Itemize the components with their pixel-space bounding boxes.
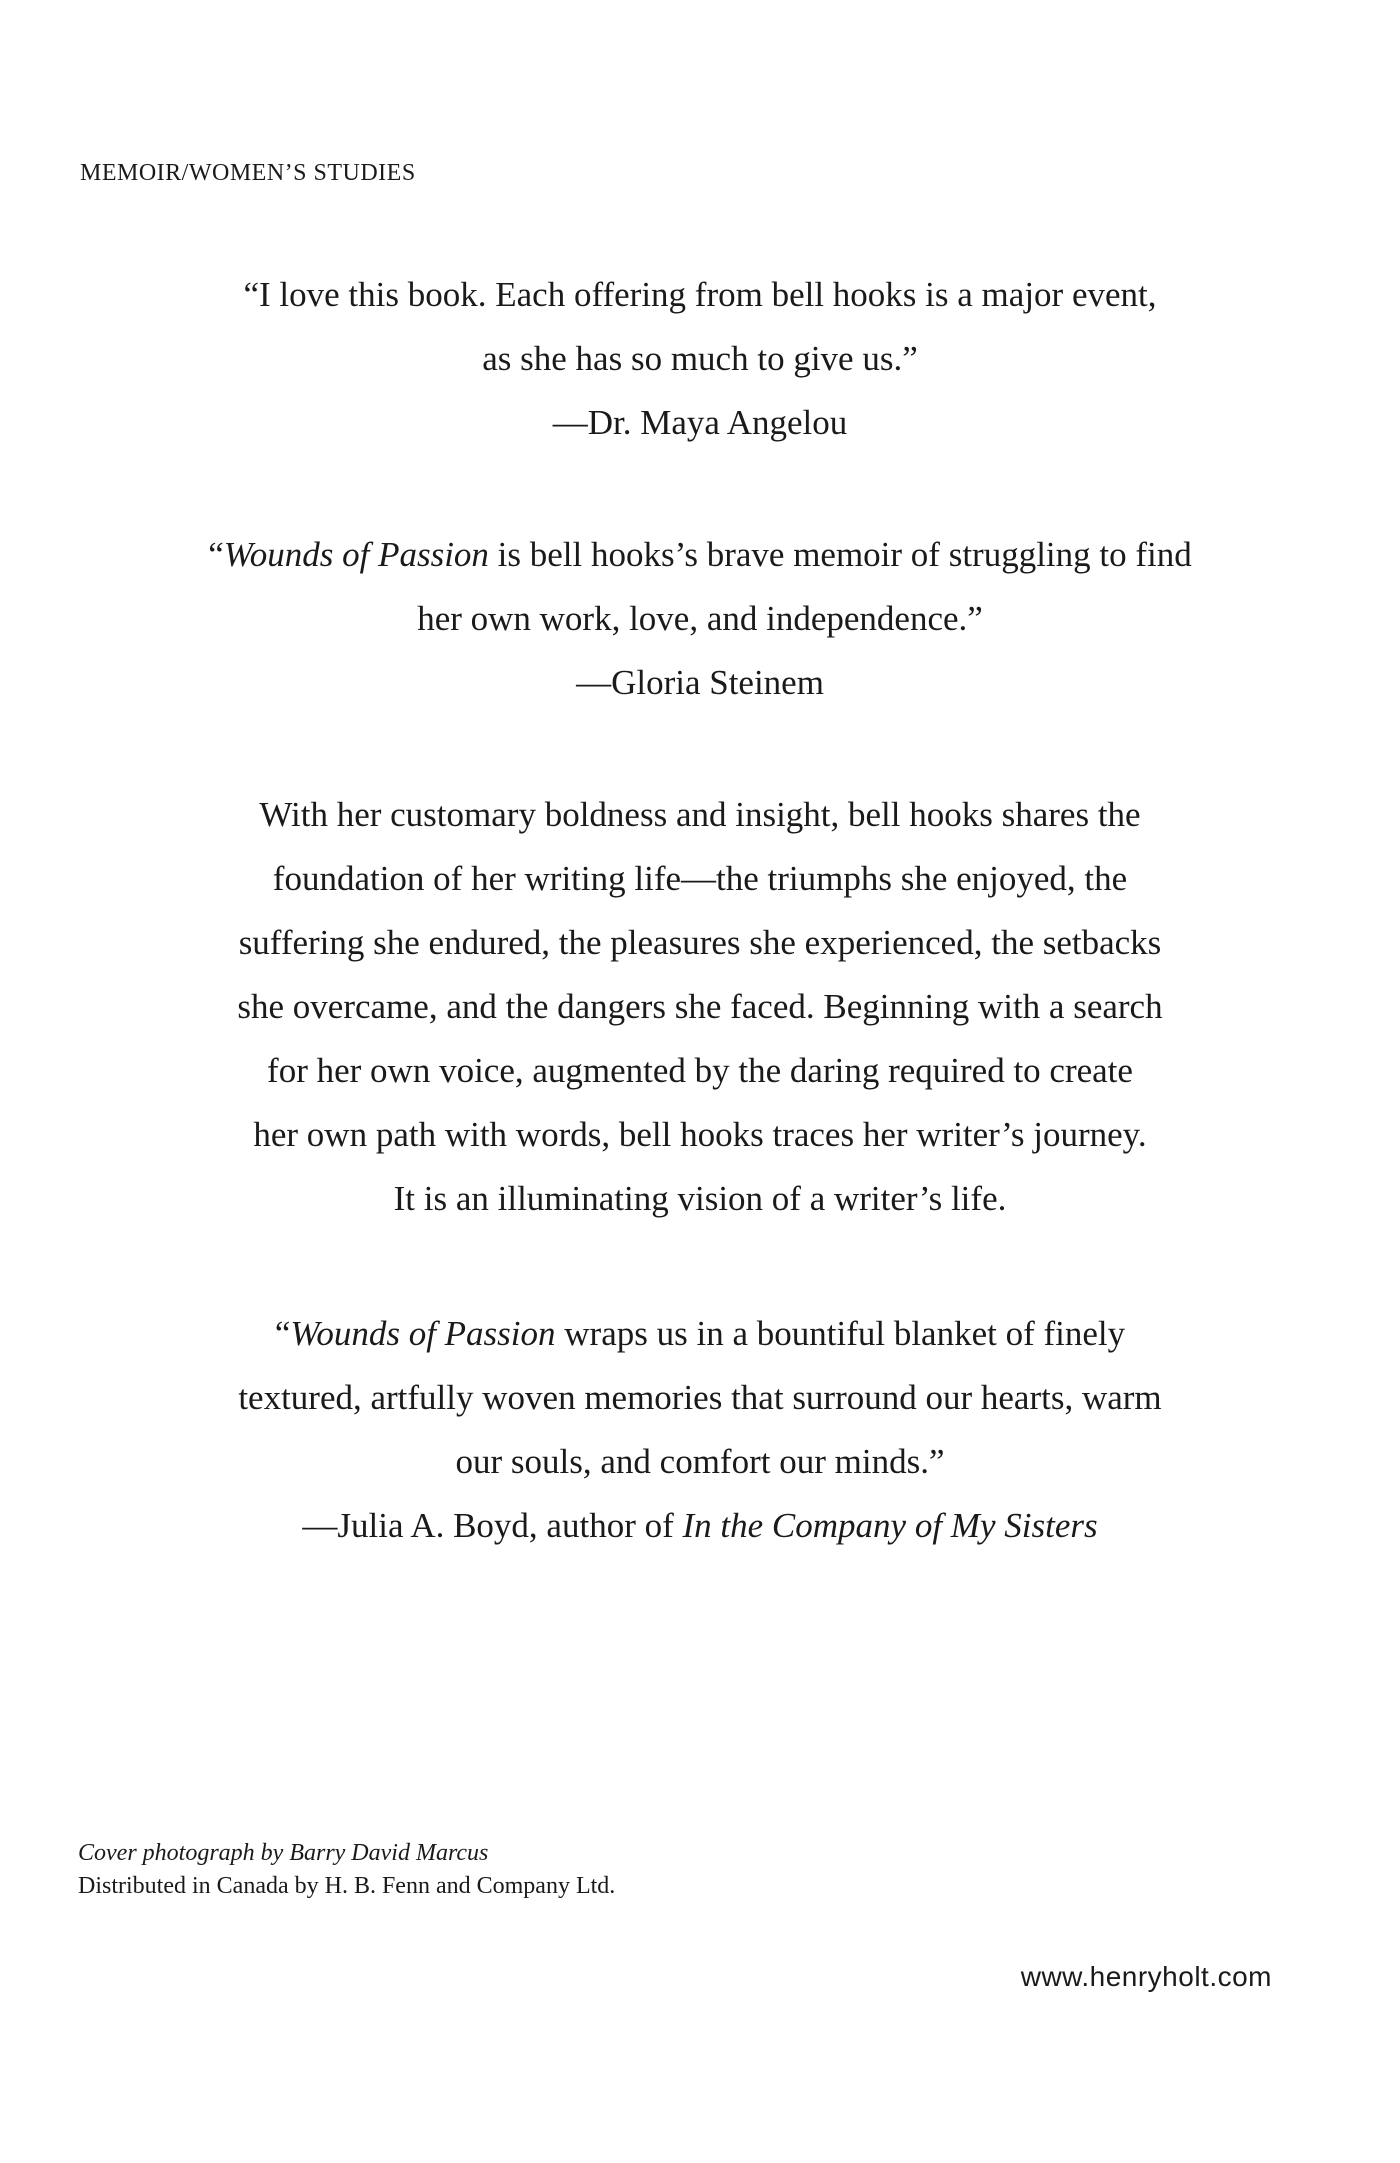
- distribution-credit: Distributed in Canada by H. B. Fenn and Company Ltd.: [78, 1873, 616, 1899]
- description-line: suffering she endured, the pleasures she experienced, the setbacks: [238, 923, 1162, 962]
- quote-attribution: —Julia A. Boyd, author of In the Company of My Sisters: [302, 1506, 1098, 1545]
- cited-book-title: In the Company of My Sisters: [682, 1506, 1098, 1545]
- book-title: Wounds of Passion: [223, 535, 489, 574]
- description-line: her own path with words, bell hooks traces her writer’s journey.: [253, 1115, 1147, 1154]
- quote-line: “Wounds of Passion is bell hooks’s brave memoir of struggling to find: [208, 535, 1192, 574]
- book-description: [0, 783, 1400, 1231]
- description-line: she overcame, and the dangers she faced. Beginning with a search: [237, 987, 1163, 1026]
- quote-line: “Wounds of Passion wraps us in a bountiful blanket of finely: [274, 1314, 1126, 1353]
- publisher-url: www.henryholt.com: [1020, 1961, 1272, 1992]
- book-title: Wounds of Passion: [290, 1314, 556, 1353]
- quote-line: textured, artfully woven memories that surround our hearts, warm: [238, 1378, 1162, 1417]
- quote-line: “I love this book. Each offering from bell hooks is a major event,: [243, 275, 1157, 314]
- description-line: for her own voice, augmented by the daring required to create: [267, 1051, 1133, 1090]
- category-label: MEMOIR/WOMEN’S STUDIES: [80, 160, 416, 186]
- quote-steinem: [0, 523, 1400, 715]
- quote-attribution: —Gloria Steinem: [576, 663, 824, 702]
- quote-line: her own work, love, and independence.”: [417, 599, 983, 638]
- description-line: It is an illuminating vision of a writer’s life.: [393, 1179, 1007, 1218]
- cover-photo-credit: Cover photograph by Barry David Marcus: [78, 1840, 489, 1866]
- quote-angelou: [0, 263, 1400, 455]
- credits: [78, 1837, 615, 1903]
- quote-line: as she has so much to give us.”: [482, 339, 918, 378]
- quote-attribution: —Dr. Maya Angelou: [552, 403, 848, 442]
- description-line: foundation of her writing life—the triumphs she enjoyed, the: [272, 859, 1128, 898]
- description-line: With her customary boldness and insight, bell hooks shares the: [259, 795, 1141, 834]
- quote-boyd: [0, 1302, 1400, 1558]
- quote-line: our souls, and comfort our minds.”: [455, 1442, 945, 1481]
